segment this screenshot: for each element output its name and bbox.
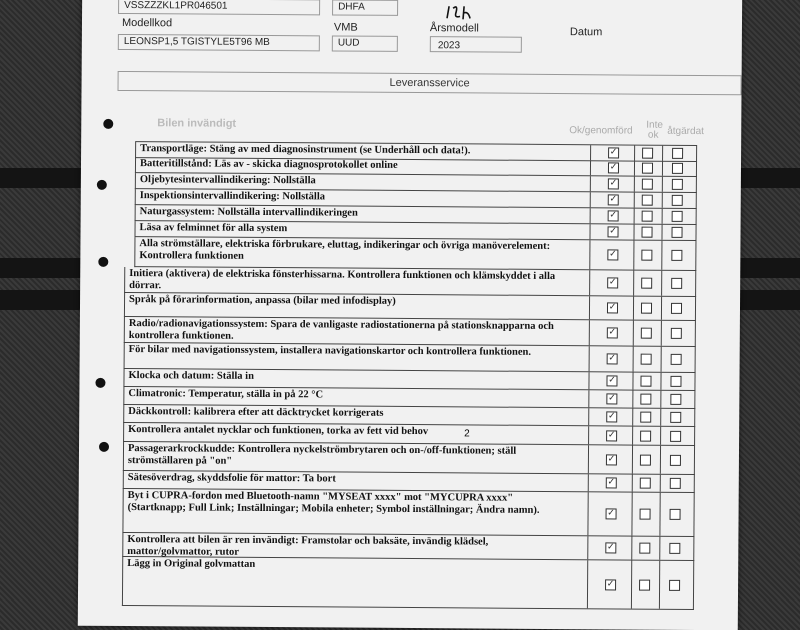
column-divider — [632, 373, 633, 390]
fixed-checkbox[interactable] — [670, 376, 681, 387]
checklist-item-text: Inspektionsintervallindikering: Nollställa — [139, 190, 326, 203]
section-title: Leveransservice — [118, 71, 742, 95]
checklist-row — [122, 557, 694, 610]
column-divider — [588, 390, 589, 407]
column-divider — [589, 320, 590, 345]
fixed-checkbox[interactable] — [669, 543, 680, 554]
fixed-checkbox[interactable] — [672, 211, 683, 222]
column-divider — [590, 208, 591, 223]
not-ok-checkbox[interactable] — [641, 303, 652, 314]
ok-checkbox[interactable]: ✓ — [608, 327, 617, 338]
checklist-item-text: Oljebytesintervallindikering: Nollställa — [139, 174, 316, 187]
column-divider — [634, 177, 635, 192]
checklist-item-text: Klocka och datum: Ställa in — [128, 370, 254, 382]
model-code-value: LEONSP1,5 TGISTYLE5T96 MB — [123, 35, 270, 49]
ok-checkbox[interactable]: ✓ — [607, 542, 615, 553]
not-ok-checkbox[interactable] — [641, 227, 652, 238]
fixed-column-header: åtgärdat — [667, 125, 704, 138]
column-divider — [633, 347, 634, 372]
checklist-row — [124, 343, 696, 373]
fixed-checkbox[interactable] — [672, 148, 683, 159]
ok-checkbox[interactable]: ✓ — [608, 277, 617, 288]
fixed-checkbox[interactable] — [670, 509, 681, 520]
ok-checkbox[interactable]: ✓ — [606, 578, 615, 589]
model-year-label: Årsmodell — [429, 22, 479, 35]
column-divider — [633, 241, 634, 270]
checklist-row — [122, 489, 694, 537]
column-divider — [587, 492, 588, 535]
column-divider — [660, 446, 661, 474]
column-divider — [634, 146, 635, 161]
key-count-value: 2 — [464, 428, 470, 440]
column-divider — [589, 240, 590, 269]
code-value: DHFA — [338, 1, 365, 13]
column-divider — [631, 537, 632, 560]
not-ok-checkbox[interactable] — [640, 430, 651, 441]
ok-checkbox[interactable]: ✓ — [607, 429, 616, 440]
ok-checkbox[interactable]: ✓ — [609, 162, 618, 173]
column-divider — [661, 271, 662, 296]
fixed-checkbox[interactable] — [670, 412, 681, 423]
not-ok-checkbox[interactable] — [640, 412, 651, 423]
checklist-item-text: Naturgassystem: Nollställa intervallindikeringen — [139, 206, 358, 219]
fixed-checkbox[interactable] — [671, 227, 682, 238]
column-divider — [589, 296, 590, 319]
checklist-item-text: Kontrollera antalet nycklar och funktionen, torka av fett vid behov — [128, 424, 429, 438]
column-divider — [660, 373, 661, 390]
column-divider — [632, 409, 633, 426]
column-divider — [659, 493, 660, 536]
punch-hole — [97, 180, 107, 190]
column-divider — [661, 347, 662, 372]
fixed-checkbox[interactable] — [670, 394, 681, 405]
checklist-item-text: Sätesöverdrag, skyddsfolie för mattor: Ta bort — [127, 472, 336, 485]
handwritten-mark — [444, 4, 484, 20]
checklist-item-text: Däckkontroll: kalibrera efter att däcktrycket korrigerats — [128, 406, 384, 419]
fixed-checkbox[interactable] — [670, 478, 681, 489]
model-code-label: Modellkod — [121, 16, 173, 30]
column-divider — [634, 161, 635, 176]
ok-checkbox[interactable]: ✓ — [609, 178, 618, 189]
ok-checkbox[interactable]: ✓ — [609, 194, 618, 205]
column-divider — [590, 176, 591, 191]
punch-hole — [99, 442, 109, 452]
checklist-item-text: Climatronic: Temperatur, ställa in på 22 °C — [128, 388, 324, 401]
column-divider — [589, 346, 590, 371]
not-ok-checkbox[interactable] — [642, 179, 653, 190]
fixed-checkbox[interactable] — [672, 195, 683, 206]
column-divider — [659, 537, 660, 560]
not-ok-checkbox[interactable] — [642, 148, 653, 159]
not-ok-checkbox[interactable] — [641, 328, 652, 339]
checklist-row — [124, 267, 696, 297]
vmb-label: VMB — [333, 21, 358, 34]
checklist-paper — [78, 0, 742, 630]
date-label: Datum — [569, 26, 603, 39]
fixed-checkbox[interactable] — [671, 278, 682, 289]
ok-checkbox[interactable]: ✓ — [607, 508, 615, 519]
column-divider — [588, 408, 589, 425]
ok-checkbox[interactable]: ✓ — [607, 477, 616, 488]
not-ok-column-header: Inte ok — [646, 119, 664, 141]
checklist-item-text: Transportläge: Stäng av med diagnosinstrument (se Underhåll och data!). — [140, 143, 471, 157]
column-divider — [587, 536, 588, 559]
ok-checkbox[interactable]: ✓ — [609, 249, 617, 260]
not-ok-checkbox[interactable] — [640, 376, 651, 387]
column-divider — [660, 427, 661, 445]
column-divider — [589, 224, 590, 239]
not-ok-checkbox[interactable] — [642, 211, 653, 222]
not-ok-checkbox[interactable] — [642, 195, 653, 206]
column-divider — [662, 161, 663, 176]
not-ok-checkbox[interactable] — [641, 278, 652, 289]
column-divider — [662, 209, 663, 224]
column-divider — [633, 271, 634, 296]
fixed-checkbox[interactable] — [670, 430, 681, 441]
checklist-item-text: Radio/radionavigationssystem: Spara de vanligaste radiostationerna på stationsknapparna och kontrollera funktionen. — [128, 318, 554, 342]
column-divider — [661, 241, 662, 270]
ok-checkbox[interactable]: ✓ — [609, 147, 618, 158]
column-divider — [661, 297, 662, 320]
column-divider — [588, 372, 589, 389]
not-ok-checkbox[interactable] — [642, 163, 653, 174]
uud-value: UUD — [337, 37, 360, 49]
checklist-row — [134, 237, 696, 271]
checklist-row — [123, 442, 695, 475]
checklist-item-text: Lägg in Original golvmattan — [127, 558, 256, 570]
not-ok-checkbox[interactable] — [639, 579, 650, 590]
ok-checkbox[interactable]: ✓ — [607, 411, 616, 422]
ok-checkbox[interactable]: ✓ — [609, 226, 617, 237]
column-divider — [590, 145, 591, 160]
column-divider — [662, 177, 663, 192]
column-divider — [634, 193, 635, 208]
column-divider — [633, 297, 634, 320]
vin-value: VSSZZZKL1PR046501 — [124, 0, 228, 12]
column-divider — [588, 445, 589, 473]
column-divider — [661, 321, 662, 346]
column-divider — [631, 561, 632, 609]
checklist-item-text: Batteritillstånd: Läs av - skicka diagnosprotokollet online — [139, 158, 398, 171]
not-ok-checkbox[interactable] — [639, 543, 650, 554]
column-divider — [661, 225, 662, 240]
punch-hole — [95, 378, 105, 388]
column-divider — [660, 391, 661, 408]
punch-hole — [103, 119, 113, 129]
fixed-checkbox[interactable] — [671, 250, 682, 261]
ok-column-header: Ok/genomförd — [569, 125, 633, 137]
ok-checkbox[interactable]: ✓ — [608, 353, 616, 364]
checklist-row — [124, 317, 696, 347]
checklist-item-text: Initiera (aktivera) de elektriska fönsterhissarna. Kontrollera funktionen och klämskyddet i alla dörrar. — [129, 268, 556, 292]
group-title: Bilen invändigt — [157, 117, 237, 130]
column-divider — [590, 160, 591, 175]
ok-checkbox[interactable]: ✓ — [608, 375, 616, 386]
column-divider — [662, 193, 663, 208]
year-value: 2023 — [437, 40, 461, 52]
ok-checkbox[interactable]: ✓ — [608, 393, 616, 404]
not-ok-checkbox[interactable] — [640, 478, 651, 489]
not-ok-checkbox[interactable] — [640, 394, 651, 405]
punch-hole — [98, 257, 108, 267]
checklist-item-text: Byt i CUPRA-fordon med Bluetooth-namn "MYSEAT xxxx" mot "MYCUPRA xxxx" (Startknapp; Full Link; Inställningar; Mobila enheter; Symbol inställningar; Ändra namn). — [127, 490, 540, 516]
ok-checkbox[interactable]: ✓ — [608, 302, 617, 313]
checklist-item-text: För bilar med navigationssystem, installera navigationskartor och kontrollera funktionen. — [128, 344, 532, 358]
column-divider — [587, 560, 588, 608]
column-divider — [633, 225, 634, 240]
ok-checkbox[interactable]: ✓ — [607, 453, 616, 464]
ok-checkbox[interactable]: ✓ — [609, 210, 617, 221]
checklist-item-text: Kontrollera att bilen är ren invändigt: Framstolar och baksäte, invändig klädsel, mattor/golvmattor, rutor — [127, 534, 489, 558]
column-divider — [659, 561, 660, 609]
fixed-checkbox[interactable] — [671, 303, 682, 314]
checklist-item-text: Alla strömställare, elektriska förbrukare, eluttag, indikeringar och övriga manöverelement: Kontrollera funktionen — [139, 238, 551, 262]
fixed-checkbox[interactable] — [670, 454, 681, 465]
column-divider — [634, 209, 635, 224]
column-divider — [633, 321, 634, 346]
fixed-checkbox[interactable] — [669, 579, 680, 590]
checklist-item-text: Passagerarkrockkudde: Kontrollera nyckelströmbrytaren och on-/off-funktionen; ställ strömställaren på "on" — [127, 443, 517, 467]
column-divider — [660, 409, 661, 426]
fixed-checkbox[interactable] — [672, 179, 683, 190]
column-divider — [632, 391, 633, 408]
fixed-checkbox[interactable] — [671, 354, 682, 365]
not-ok-checkbox[interactable] — [640, 454, 651, 465]
column-divider — [662, 146, 663, 161]
checklist-item-text: Språk på förarinformation, anpassa (bilar med infodisplay) — [129, 294, 396, 307]
column-divider — [631, 493, 632, 536]
column-divider — [588, 426, 589, 444]
fixed-checkbox[interactable] — [672, 163, 683, 174]
column-divider — [632, 475, 633, 492]
column-divider — [588, 474, 589, 491]
not-ok-checkbox[interactable] — [641, 354, 652, 365]
column-divider — [632, 446, 633, 474]
fixed-checkbox[interactable] — [671, 328, 682, 339]
column-divider — [632, 427, 633, 445]
column-divider — [660, 475, 661, 492]
column-divider — [590, 192, 591, 207]
checklist-item-text: Läsa av felminnet för alla system — [139, 222, 288, 235]
column-divider — [589, 270, 590, 295]
not-ok-checkbox[interactable] — [641, 250, 652, 261]
not-ok-checkbox[interactable] — [640, 509, 651, 520]
